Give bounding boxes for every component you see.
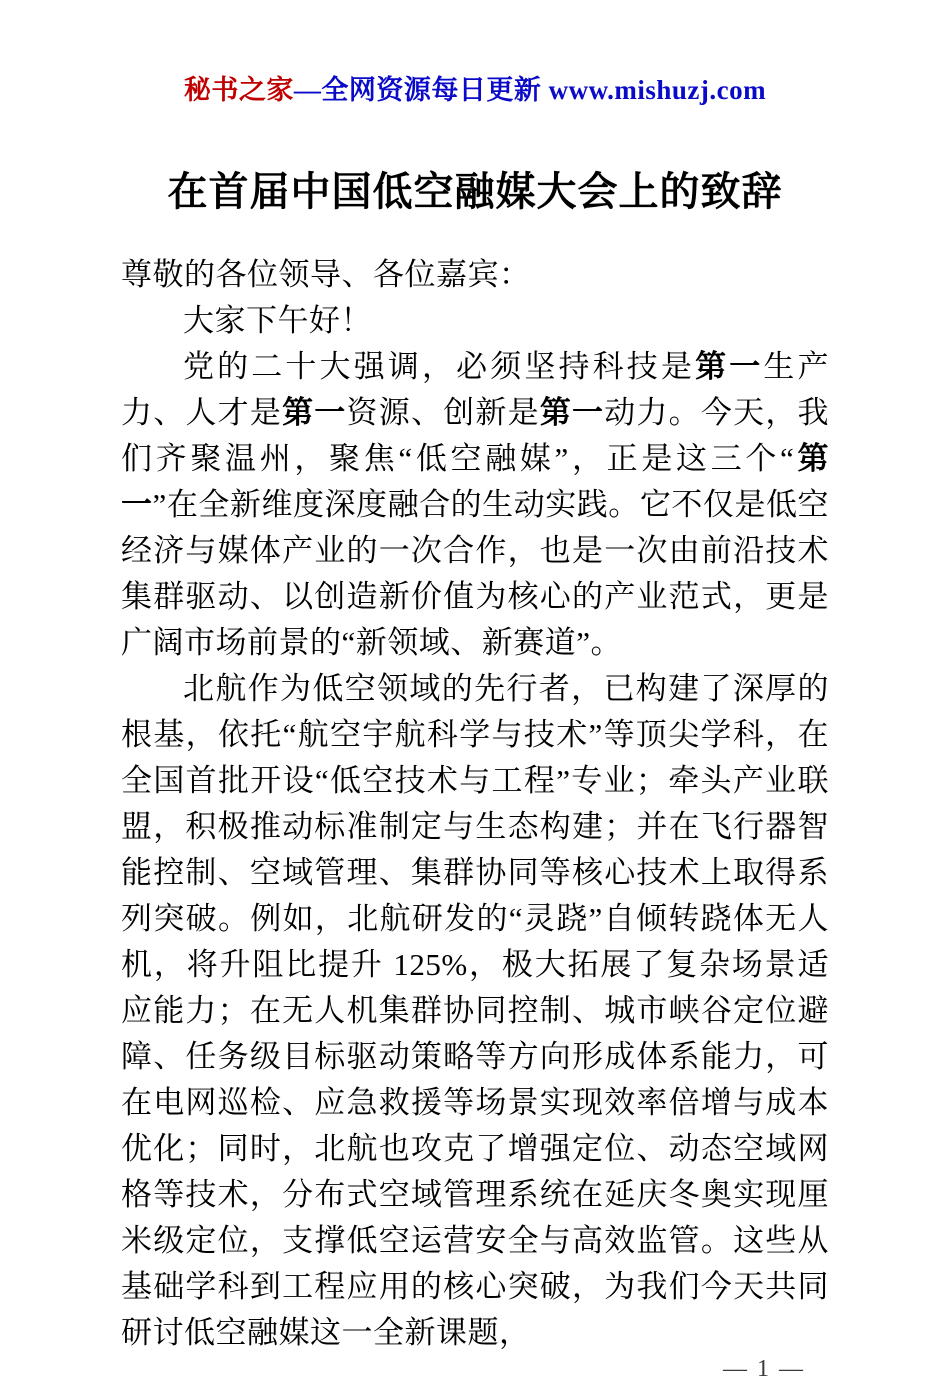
text-run: 动力。今天，我们齐聚温州，聚焦“低空融媒”，正是这三个“: [121, 395, 830, 476]
page-footer: [55, 1356, 895, 1383]
text-run: 大家下午好！: [183, 303, 372, 338]
text-run: 北航作为低空领域的先行者，已构建了深厚的根基，依托“航空宇航科学与技术”等顶尖学科，在全国首批开设“低空技术与工程”专业；牵头产业联盟，积极推动标准制定与生态构建；并在飞行器智能控制、空域管理、集群协同等核心技术上取得系列突破。例如，北航研发的“灵跷”自倾转跷体无人机，将升阻比提升 125%，极大拓展了复杂场景适应能力；在无人机集群协同控制、城市峡谷定位避障、任务级目标驱动策略等方向形成体系能力，可在电网巡检、应急救援等场景实现效率倍增与成本优化；同时，北航也攻克了增强定位、动态空域网格等技术，分布式空域管理系统在延庆冬奥实现厘米级定位，支撑低空运营安全与高效监管。这些从基础学科到工程应用的核心突破，为我们今天共同研讨低空融媒这一全新课题，: [121, 671, 829, 1350]
bold-text-run: 第一: [539, 395, 605, 430]
site-tagline: —全网资源每日更新: [293, 75, 549, 105]
text-run: 尊敬的各位领导、各位嘉宾：: [121, 257, 531, 292]
site-url-link[interactable]: www.mishuzj.com: [548, 75, 767, 105]
text-run: 党的二十大强调，必须坚持科技是: [183, 349, 696, 384]
site-brand: 秘书之家: [183, 75, 294, 105]
document-body: [55, 252, 895, 1356]
page-number: — 1 —: [723, 1356, 805, 1382]
text-run: ”在全新维度深度融合的生动实践。它不仅是低空经济与媒体产业的一次合作，也是一次由前沿技术集群驱动、以创造新价值为核心的产业范式，更是广阔市场前景的“新领域、新赛道”。: [121, 487, 830, 660]
bold-text-run: 第一: [121, 441, 830, 522]
bold-text-run: 第一: [695, 349, 764, 384]
paragraph: [121, 298, 829, 344]
bold-text-run: 第一: [282, 395, 347, 430]
paragraph: [121, 666, 829, 1356]
paragraph: [121, 252, 829, 298]
text-run: 资源、创新是: [346, 395, 540, 430]
text-run: 生产力、人才是: [121, 349, 830, 430]
paragraph: [121, 344, 829, 666]
site-header: [55, 74, 895, 106]
document-title: 在首届中国低空融媒大会上的致辞: [167, 169, 783, 214]
